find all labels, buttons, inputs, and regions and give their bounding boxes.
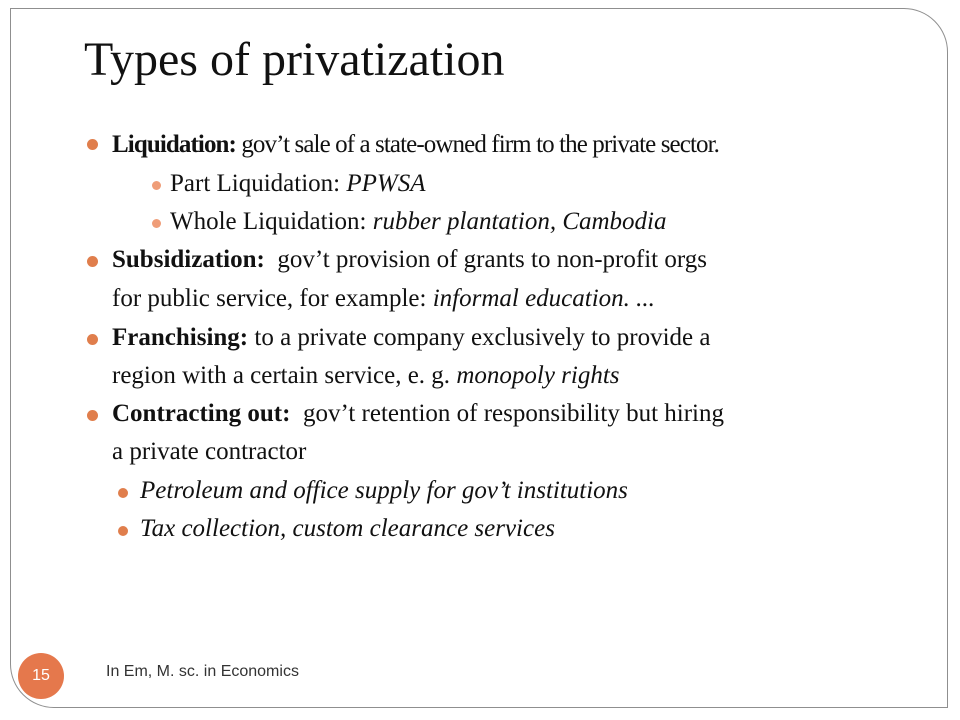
bullet-franchising	[112, 324, 710, 352]
sub-bullet-petroleum	[140, 477, 628, 505]
franchising-line2-text: region with a certain service, e. g.	[112, 362, 457, 389]
footer-text: In Em, M. sc. in Economics	[106, 663, 299, 680]
bullet-dot	[87, 334, 98, 345]
page-number-badge: 15	[18, 653, 64, 699]
subsidization-line2-text: for public service, for example:	[112, 285, 433, 312]
sub-bullet-tax-collection	[140, 515, 555, 543]
sub-example: PPWSA	[346, 170, 426, 197]
bullet-dot	[87, 256, 98, 267]
subsidization-line-2	[112, 285, 655, 313]
sub-bullet-part-liquidation	[170, 170, 426, 198]
bullet-dot	[87, 410, 98, 421]
sub-bullet-dot	[152, 219, 161, 228]
sub-label: Whole Liquidation:	[170, 208, 373, 235]
contracting-line-2	[112, 438, 306, 466]
contracting-text: gov’t retention of responsibility but hiring	[290, 400, 724, 427]
franchising-line-2	[112, 362, 620, 390]
sub-bullet-dot	[118, 526, 128, 536]
bullet-subsidization	[112, 246, 707, 274]
sub-bullet-text: Tax collection, custom clearance services	[140, 515, 555, 542]
slide-title: Types of privatization	[84, 33, 505, 86]
sub-example: rubber plantation, Cambodia	[372, 208, 667, 235]
sub-bullet-dot	[152, 181, 161, 190]
bullet-dot	[87, 139, 98, 150]
slide-frame	[10, 8, 948, 708]
bullet-liquidation	[112, 131, 719, 159]
sub-label: Part Liquidation:	[170, 170, 347, 197]
term-liquidation: Liquidation:	[112, 131, 236, 158]
subsidization-text: gov’t provision of grants to non-profit orgs	[264, 246, 707, 273]
contracting-line2-text: a private contractor	[112, 438, 307, 465]
bullet-contracting-out	[112, 400, 724, 428]
franchising-example: monopoly rights	[456, 362, 620, 389]
term-contracting-out: Contracting out:	[112, 400, 291, 427]
liquidation-text: gov’t sale of a state-owned firm to the private sector.	[235, 131, 719, 158]
franchising-text: to a private company exclusively to provide a	[248, 324, 711, 351]
term-subsidization: Subsidization:	[112, 246, 265, 273]
sub-bullet-text: Petroleum and office supply for gov’t institutions	[140, 477, 628, 504]
sub-bullet-whole-liquidation	[170, 208, 667, 236]
subsidization-example: informal education. ...	[432, 285, 655, 312]
term-franchising: Franchising:	[112, 324, 249, 351]
sub-bullet-dot	[118, 488, 128, 498]
